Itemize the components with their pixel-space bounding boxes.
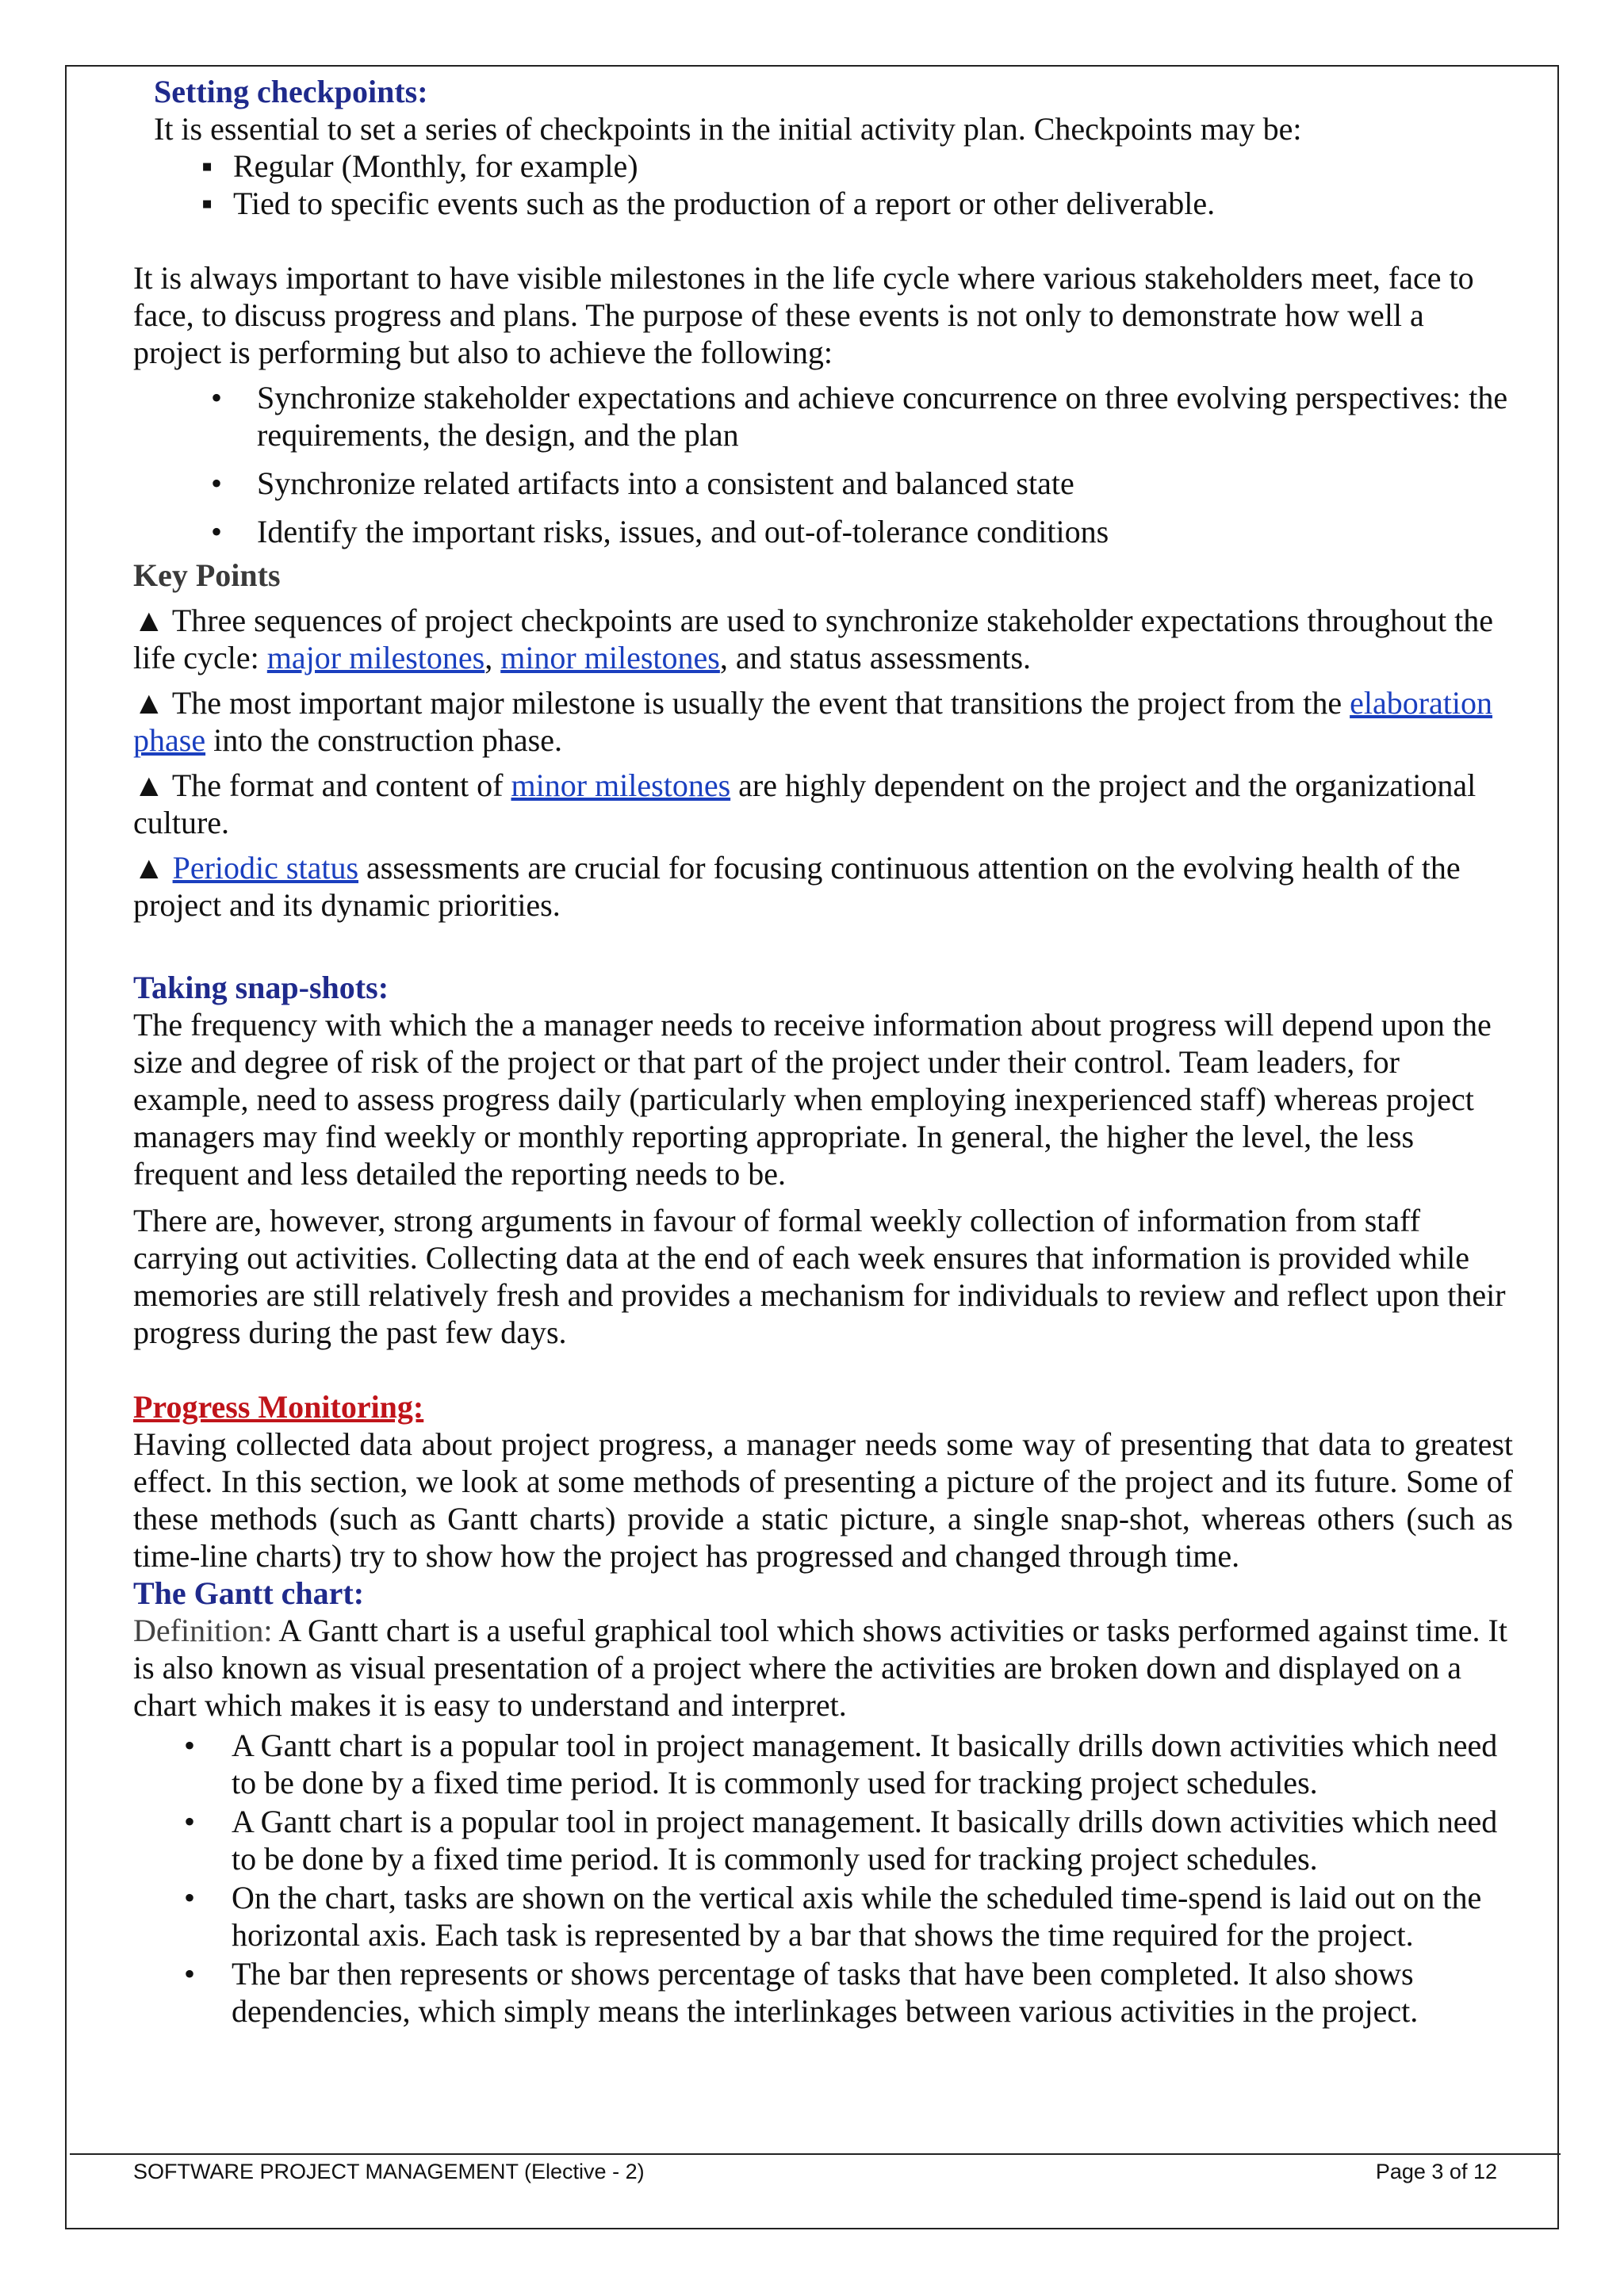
gantt-definition: Definition: A Gantt chart is a useful graphical tool which shows activities or tasks performed against time. It is also known as visual presentation of a project where the activities are broken down and displayed on a chart which makes it is easy to understand and interpret. (133, 1613, 1507, 1723)
triangle-bullet-icon: ▲ (133, 603, 165, 638)
definition-label: Definition: (133, 1613, 273, 1648)
heading-key-points: Key Points (133, 557, 281, 593)
key-point-3: ▲ The format and content of minor milestones are highly dependent on the project and the organizational culture. (133, 767, 1477, 840)
list-item: • A Gantt chart is a popular tool in project management. It basically drills down activities which need to be done by a fixed time period. It is commonly used for tracking project schedules. (133, 1803, 1513, 1877)
snapshots-paragraph-1: The frequency with which the a manager needs to receive information about progress will depend upon the size and degree of risk of the project or that part of the project under their control. Team leaders, for example, need to assess progress daily (particularly when employing inexperienced staff) whereas project managers may find weekly or monthly reporting appropriate. In general, the higher the level, the less frequent and less detailed the reporting needs to be. (133, 1007, 1492, 1192)
link-minor-milestones[interactable]: minor milestones (500, 640, 720, 675)
list-item: • On the chart, tasks are shown on the vertical axis while the scheduled time-spend is laid out on the horizontal axis. Each task is represented by a bar that shows the time required for the project. (133, 1879, 1513, 1954)
link-elaboration-phase[interactable]: elaboration phase (133, 685, 1493, 758)
snapshots-paragraph-2: There are, however, strong arguments in favour of formal weekly collection of information from staff carrying out activities. Collecting data at the end of each week ensures that information is provided while memories are still relatively fresh and provides a mechanism for individuals to review and reflect upon their progress during the past few days. (133, 1203, 1506, 1350)
heading-progress-monitoring: Progress Monitoring: (133, 1389, 424, 1425)
key-point-1: ▲ Three sequences of project checkpoints are used to synchronize stakeholder expectations throughout the life cycle: major milestones, minor milestones, and status assessments. (133, 603, 1493, 675)
key-point-4: ▲ Periodic status assessments are crucial for focusing continuous attention on the evolving health of the project and its dynamic priorities. (133, 850, 1461, 923)
list-item: • Synchronize stakeholder expectations and achieve concurrence on three evolving perspectives: the requirements, the design, and the plan (133, 379, 1513, 453)
triangle-bullet-icon: ▲ (133, 850, 165, 886)
list-item: • The bar then represents or shows percentage of tasks that have been completed. It also shows dependencies, which simply means the interlinkages between various activities in the project. (133, 1955, 1513, 2030)
list-item: ▪ Tied to specific events such as the production of a report or other deliverable. (133, 185, 1513, 222)
list-item: • Synchronize related artifacts into a consistent and balanced state (133, 465, 1513, 502)
checkpoint-types-list (133, 147, 1513, 222)
link-periodic-status[interactable]: Periodic status (172, 850, 359, 886)
footer-title: SOFTWARE PROJECT MANAGEMENT (Elective - 2) (133, 2160, 645, 2183)
milestone-goals-list (133, 379, 1513, 550)
footer-divider (70, 2153, 1561, 2155)
heading-setting-checkpoints: Setting checkpoints: (154, 74, 428, 109)
list-item: • A Gantt chart is a popular tool in project management. It basically drills down activities which need to be done by a fixed time period. It is commonly used for tracking project schedules. (133, 1727, 1513, 1801)
heading-taking-snapshots: Taking snap-shots: (133, 970, 389, 1005)
heading-gantt-chart: The Gantt chart: (133, 1575, 365, 1611)
link-minor-milestones-2[interactable]: minor milestones (511, 767, 731, 803)
list-item: ▪ Regular (Monthly, for example) (133, 147, 1513, 185)
triangle-bullet-icon: ▲ (133, 767, 165, 803)
checkpoints-intro: It is essential to set a series of checkpoints in the initial activity plan. Checkpoints may be: (154, 111, 1302, 147)
triangle-bullet-icon: ▲ (133, 685, 165, 721)
list-item: • Identify the important risks, issues, and out-of-tolerance conditions (133, 513, 1513, 550)
gantt-points-list (133, 1727, 1513, 2030)
key-point-2: ▲ The most important major milestone is usually the event that transitions the project from the elaboration phase into the construction phase. (133, 685, 1493, 758)
milestones-paragraph: It is always important to have visible milestones in the life cycle where various stakeholders meet, face to face, to discuss progress and plans. The purpose of these events is not only to demonstrate how well a project is performing but also to achieve the following: (133, 260, 1474, 370)
link-major-milestones[interactable]: major milestones (266, 640, 485, 675)
monitoring-paragraph: Having collected data about project progress, a manager needs some way of presenting that data to greatest effect. In this section, we look at some methods of presenting a picture of the project and its future. Some of these methods (such as Gantt charts) provide a static picture, a single snap-shot, whereas others (such as time-line charts) try to show how the project has progressed and changed through time. (133, 1426, 1513, 1574)
page-number: Page 3 of 12 (1375, 2160, 1497, 2183)
page-content (133, 73, 1513, 2031)
